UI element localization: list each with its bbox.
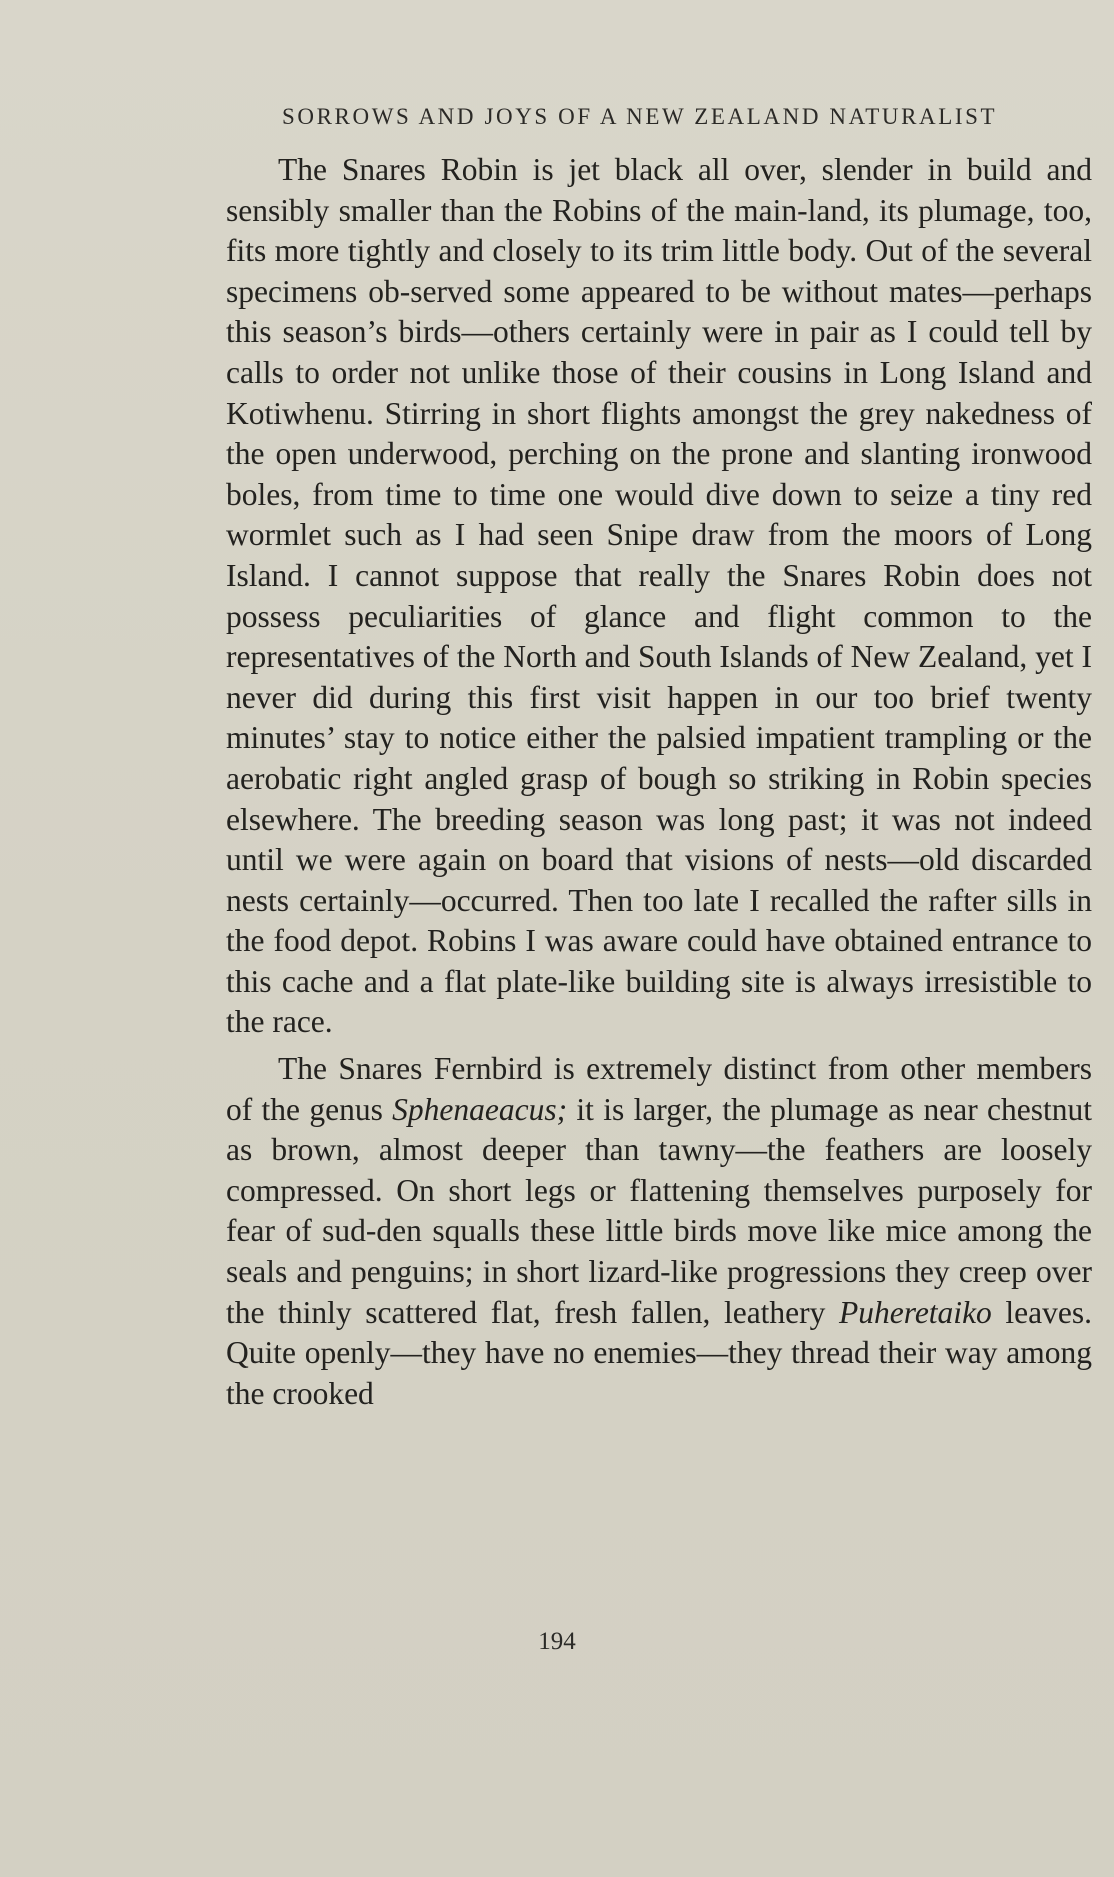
paragraph-snares-robin — [226, 150, 1092, 1043]
paragraph-text: it is larger, the plumage as near chestnut as brown, almost deeper than tawny—the feathers are loosely compressed. On short legs or flattening themselves purposely for fear of sud-den squalls these little birds move like mice among the seals and penguins; in short lizard-like progressions they creep over the thinly scattered flat, fresh fallen, leathery — [226, 1091, 1092, 1330]
page-number: 194 — [538, 1628, 576, 1655]
paragraph-snares-fernbird — [226, 1049, 1092, 1414]
paragraph-text: The Snares Fernbird is extremely distinct from other members of the genus — [226, 1051, 1092, 1127]
running-head: SORROWS AND JOYS OF A NEW ZEALAND NATURALIST — [282, 104, 998, 129]
body-text — [226, 150, 1092, 1414]
paragraph-text: leaves. Quite openly—they have no enemies—they thread their way among the crooked — [226, 1294, 1092, 1411]
genus-name-italic: Sphenaeacus; — [392, 1091, 568, 1127]
plant-name-italic: Puheretaiko — [839, 1294, 992, 1330]
paragraph-text: The Snares Robin is jet black all over, slender in build and sensibly smaller than the Robins of the main-land, its plumage, too, fits more tightly and closely to its trim little body. Out of the several specimens ob-served some appeared to be without mates—perhaps this season’s birds—others certainly were in pair as I could tell by calls to order not unlike those of their cousins in Long Island and Kotiwhenu. Stirring in short flights amongst the grey nakedness of the open underwood, perching on the prone and slanting ironwood boles, from time to time one would dive down to seize a tiny red wormlet such as I had seen Snipe draw from the moors of Long Island. I cannot suppose that really the Snares Robin does not possess peculiarities of glance and flight common to the representatives of the North and South Islands of New Zealand, yet I never did during this first visit happen in our too brief twenty minutes’ stay to notice either the palsied impatient trampling or the aerobatic right angled grasp of bough so striking in Robin species elsewhere. The breeding season was long past; it was not indeed until we were again on board that visions of nests—old discarded nests certainly—occurred. Then too late I recalled the rafter sills in the food depot. Robins I was aware could have obtained entrance to this cache and a flat plate-like building site is always irresistible to the race. — [226, 152, 1092, 1040]
